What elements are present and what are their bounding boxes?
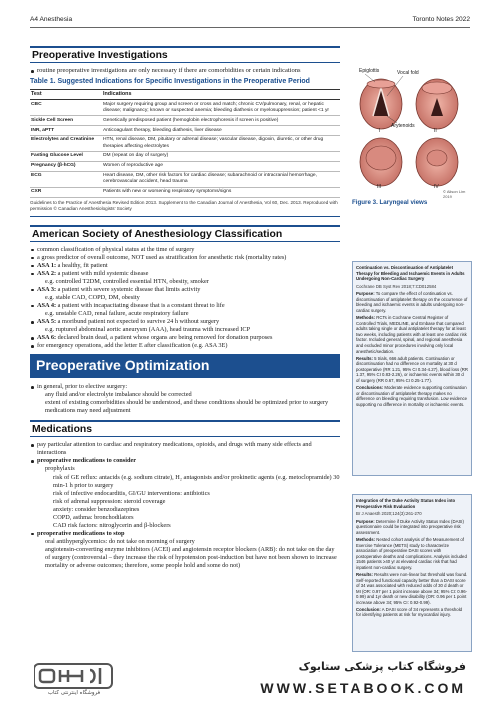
setabook-logo	[34, 662, 114, 693]
sub-sub-list-item: COPD, asthma: bronchodilators	[53, 513, 134, 521]
card-label: Methods:	[356, 536, 376, 542]
asa-class-text: declared brain dead, a patient whose organs are being removed for donation purposes	[56, 334, 273, 342]
cell-test: Pregnancy (β-hCG)	[30, 161, 102, 171]
list-item	[30, 457, 340, 529]
sub-list-item: e.g. ruptured abdominal aortic aneurysm (AAA), head trauma with increased ICP	[45, 326, 251, 334]
list-item-heading: preoperative medications to consider	[37, 457, 137, 465]
section-title-preop-investigations: Preoperative Investigations	[30, 46, 340, 63]
header-book: Toronto Notes 2022	[412, 16, 470, 23]
header-section: A4 Anesthesia	[30, 16, 73, 23]
card-text: RCTs in Cochrane Central Register of Controlled Trials, MEDLINE, and Embase that compared adults taking single or dual antiplatelet therapy for at least two weeks, including patients with at least one cardiac risk factor. Included general, spinal, and regional anesthesia and excluded minor procedures involving only local anesthetic/sedation.	[356, 315, 467, 354]
logo-subtitle: فروشگاه اینترنتی کتاب	[47, 690, 101, 696]
table-row	[30, 152, 340, 162]
asa-class-label: ASA 6:	[37, 334, 57, 342]
table-row	[30, 187, 340, 197]
asa-class-text: a patient with mild systemic disease	[56, 269, 149, 277]
card-label: Results:	[356, 355, 373, 361]
label-epiglottis: Epiglottis	[359, 68, 380, 74]
table-row	[30, 171, 340, 187]
section-title-medications: Medications	[30, 420, 340, 437]
list-item: a gross predictor of overall outcome, NOT used as stratification for anesthetic risk (mortality rates)	[30, 254, 340, 262]
card-label: Purpose:	[356, 518, 375, 524]
asa-class-text: a patient with severe systemic disease that limits activity	[56, 285, 201, 293]
table-row	[30, 100, 340, 116]
cell-indication: DM (repeat on day of surgery)	[102, 152, 340, 162]
cell-indication: Major surgery requiring group and screen or cross and match; chronic CV/pulmonary, renal, or hepatic disease; malignancy; known or suspected anemia; bleeding diathesis or myelosuppression; patient <1 yr	[102, 100, 340, 116]
card-title: Continuation vs. Discontinuation of Antiplatelet Therapy for Bleeding and Ischaemic Events in Adults Undergoing Non-Cardiac Surgery	[356, 265, 465, 282]
optimization-list	[30, 383, 340, 415]
cell-indication: Heart disease, DM, other risk factors for cardiac disease; subarachnoid or intracranial hemorrhage, cerebrovascular accident, head trauma	[102, 171, 340, 187]
asa-class-text: a patient with incapacitating disease that is a constant threat to life	[56, 301, 225, 309]
card-label: Conclusion:	[356, 606, 381, 612]
list-item-text: in general, prior to elective surgery:	[37, 383, 128, 391]
label-view-3: III	[377, 184, 382, 190]
cell-test: Fasting Glucose Level	[30, 152, 102, 162]
table-row	[30, 126, 340, 136]
label-vocal-fold: Vocal fold	[397, 70, 419, 76]
sub-list-item: e.g. unstable CAD, renal failure, acute respiratory failure	[45, 309, 189, 317]
investigations-list	[30, 67, 340, 75]
list-item-heading: preoperative medications to stop	[37, 529, 125, 537]
asa-class-label: ASA 2:	[37, 269, 57, 277]
card-label: Methods:	[356, 315, 376, 321]
setabook-logo-icon	[34, 662, 114, 690]
card-journal: Cochrane DB Syst Rev 2018;7:CD012584	[356, 283, 437, 289]
card-label: Purpose:	[356, 291, 375, 297]
watermark-url[interactable]: WWW.SETABOOK.COM	[260, 680, 466, 696]
sub-sub-list-item: anxiety: consider benzodiazepines	[53, 505, 140, 513]
list-item: for emergency operations, add the letter E after classification (e.g. ASA 3E)	[30, 342, 340, 350]
page-header	[30, 16, 470, 28]
asa-class-label: ASA 3:	[37, 285, 57, 293]
list-item	[30, 334, 340, 342]
table-title: Table 1. Suggested Indications for Specific Investigations in the Preoperative Period	[30, 78, 310, 86]
card-text: To compare the effect of continuation vs. discontinuation of antiplatelet therapy on the occurrence of bleeding and ischaemic events in adults undergoing non-cardiac surgery.	[356, 291, 468, 314]
card-journal: Br J Anaesth 2020;124(3):261-270	[356, 511, 422, 517]
sub-sub-list-item: risk of adrenal suppression: steroid coverage	[53, 497, 166, 505]
card-methods	[356, 537, 468, 570]
card-label: Conclusions:	[356, 385, 384, 391]
evidence-card-dasi	[352, 494, 472, 652]
card-text: A DASI score of 34 represents a threshold for identifying patients at risk for myocardial injury.	[356, 606, 463, 618]
card-purpose	[356, 519, 468, 536]
section-title-asa: American Society of Anesthesiology Classification	[30, 225, 340, 242]
list-item	[30, 530, 340, 570]
cell-indication: Anticoagulant therapy, bleeding diathesis, liver disease	[102, 126, 340, 136]
figure-credit: © Alison Lim 2019	[443, 189, 466, 200]
laryngeal-figure	[351, 68, 471, 200]
card-methods	[356, 315, 468, 354]
card-text: Nested cohort analysis of the Measurement of Exercise Tolerance (METS) study to characterize association of preoperative DASI scores with postoperative deaths and complications. Analysis included 1546 patients ≥40 yr at elevated cardiac risk that had inpatient non-cardiac surgery.	[356, 536, 467, 570]
list-item	[30, 286, 340, 302]
list-item	[30, 318, 340, 334]
cell-test: CBC	[30, 100, 102, 116]
sub-list-item: e.g. controlled T2DM, controlled essential HTN, obesity, smoker	[45, 277, 209, 285]
card-conclusions	[356, 607, 468, 618]
table-row	[30, 136, 340, 152]
cell-indication: Patients with new or worsening respiratory symptoms/signs	[102, 187, 340, 197]
asa-class-text: a moribund patient not expected to survive 24 h without surgery	[56, 317, 220, 325]
card-label: Results:	[356, 571, 373, 577]
sub-list-item: angiotensin-converting enzyme inhibitors (ACEI) and angiotensin receptor blockers (ARB): do not take on the day of surgery (controversial – they increase the risk of hypotension post-induction but have not been shown to increase mortality or adverse outcomes; therefore, some people hold and some do not)	[45, 545, 337, 570]
asa-class-label: ASA 1:	[37, 261, 57, 269]
table-header-row	[30, 90, 340, 100]
card-results	[356, 572, 468, 605]
section-title-optimization: Preoperative Optimization	[30, 354, 340, 378]
figure-caption: Figure 3. Laryngeal views	[352, 199, 428, 206]
card-text: Results were non-linear but threshold was found. Self-reported functional capacity better than a DASI score of 34 was associated with reduced odds of 30 d death or MI (OR: 0.97 per 1 point increase above 34; 95% CI: 0.96-0.99) and 1yr death or new disability (OR: 0.96 per 1 point increase above 34; 95% CI: 0.92-0.99).	[356, 571, 468, 605]
section-divider	[30, 216, 340, 217]
watermark-footer	[0, 652, 500, 705]
list-item	[30, 262, 340, 270]
asa-class-label: ASA 5:	[37, 317, 57, 325]
sub-list-item: extent of existing comorbidities should be understood, and these conditions should be optimized prior to surgery	[45, 399, 329, 407]
sub-list-item: oral antihyperglycemics: do not take on morning of surgery	[45, 537, 195, 545]
card-text: Moderate evidence supporting continuation or discontinuation of antiplatelet therapy makes no difference on bleeding requiring transfusion. Low evidence supporting no difference in mortality or ischaemic events.	[356, 385, 467, 407]
asa-list	[30, 246, 340, 351]
sub-list-item: e.g. stable CAD, COPD, DM, obesity	[45, 293, 140, 301]
main-column	[30, 46, 340, 570]
card-text: Determine if Duke Activity Status Index (DASI) questionnaire could be integrated into preoperative risk assessment.	[356, 518, 464, 535]
list-item	[30, 383, 340, 415]
table-row	[30, 161, 340, 171]
cell-test: Electrolytes and Creatinine	[30, 136, 102, 152]
cell-indication: Genetically predisposed patient (hemoglobin electrophoresis if screen is positive)	[102, 116, 340, 126]
medications-list	[30, 441, 340, 570]
card-results	[356, 356, 468, 384]
sub-sub-list-item: risk of GE reflux: antacids (e.g. sodium citrate), H₂ antagonists and/or prokinetic agents (e.g. metoclopramide) 30 min-1 h prior to surgery	[53, 473, 340, 489]
card-conclusions	[356, 385, 468, 407]
list-item	[30, 302, 340, 318]
label-view-1: I	[379, 128, 381, 134]
sub-sub-list-item: risk of infective endocarditis, GI/GU interventions: antibiotics	[53, 489, 210, 497]
cell-test: INR, aPTT	[30, 126, 102, 136]
cell-test: Sickle Cell Screen	[30, 116, 102, 126]
card-title: Integration of the Duke Activity Status Index into Preoperative Risk Evaluation	[356, 498, 456, 509]
column-header-test: Test	[30, 90, 102, 100]
list-item	[30, 270, 340, 286]
evidence-card-antiplatelet	[352, 261, 472, 476]
label-view-4: IV	[434, 184, 439, 190]
cell-test: CXR	[30, 187, 102, 197]
card-purpose	[356, 291, 468, 313]
laryngeal-views-illustration	[351, 68, 471, 196]
asa-class-label: ASA 4:	[37, 301, 57, 309]
asa-class-text: a healthy, fit patient	[56, 261, 108, 269]
cell-test: ECG	[30, 171, 102, 187]
sub-sub-list-item: CAD risk factors: nitroglycerin and β-blockers	[53, 521, 171, 529]
sub-list-item: medications may need adjustment	[45, 407, 131, 415]
sub-list-item	[45, 465, 340, 529]
watermark-title: فروشگاه کتاب پزشکی ستابوک	[298, 660, 466, 673]
list-item: common classification of physical status at the time of surgery	[30, 246, 340, 254]
card-text: 5 trials, 666 adult patients. Continuation or discontinuation had no difference on mortality at 30 d postoperative (RR 1.21, 95% CI 0.34-4.27), blood loss (RR 1.37, 95% CI 0.83-2.26), or ischaemic events within 30 d of surgery (RR 0.67, 95% CI 0.25-1.77).	[356, 355, 469, 383]
cell-indication: Women of reproductive age	[102, 161, 340, 171]
sub-list-item: any fluid and/or electrolyte imbalance should be corrected	[45, 391, 192, 399]
investigations-table	[30, 89, 340, 198]
list-item: routine preoperative investigations are only necessary if there are comorbidities or certain indications	[30, 67, 340, 75]
table-note: Guidelines to the Practice of Anesthesia Revised Edition 2013. Supplement to the Canadian Journal of Anesthesia, Vol 60, Dec. 2013. Reproduced with permission © Canadian Anesthesiologists' Society	[30, 199, 338, 211]
label-view-2: II	[434, 128, 437, 134]
table-row	[30, 116, 340, 126]
list-item: pay particular attention to cardiac and respiratory medications, opioids, and drugs with many side effects and interactions	[30, 441, 340, 457]
label-arytenoids: Arytenoids	[391, 123, 415, 129]
cell-indication: HTN, renal disease, DM, pituitary or adrenal disease; vascular disease, digoxin, diuretic, or other drug therapies affecting electrolytes	[102, 136, 340, 152]
column-header-indications: Indications	[102, 90, 340, 100]
list-item-text: prophylaxis	[45, 465, 75, 473]
